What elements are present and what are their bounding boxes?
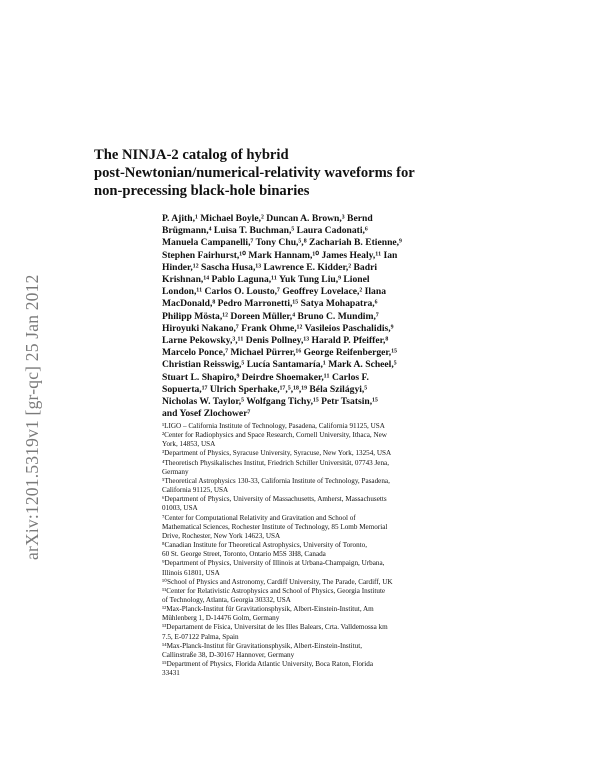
affiliation-line: 33431 <box>162 669 180 678</box>
affiliation-line: Illinois 61801, USA <box>162 568 220 577</box>
affiliation-line: ⁴Theoretisch Physikalisches Institut, Friedrich Schiller Universität, 07743 Jena, <box>162 458 389 467</box>
title-line: post-Newtonian/numerical-relativity waveforms for <box>94 165 415 181</box>
author-line: P. Ajith,¹ Michael Boyle,² Duncan A. Brown,³ Bernd <box>162 213 373 224</box>
affiliation-line: ⁵Theoretical Astrophysics 130-33, California Institute of Technology, Pasadena, <box>162 476 390 485</box>
affiliation-list <box>162 422 462 678</box>
author-line: Christian Reisswig,⁵ Lucía Santamaría,¹ Mark A. Scheel,⁵ <box>162 359 397 371</box>
author-line: Hiroyuki Nakano,⁷ Frank Ohme,¹² Vasileios Paschalidis,⁹ <box>162 322 394 334</box>
author-line: Krishnan,¹⁴ Pablo Laguna,¹¹ Yuk Tung Liu,⁹ Lionel <box>162 274 370 286</box>
affiliation-line: 60 St. George Street, Toronto, Ontario M5S 3H8, Canada <box>162 550 326 559</box>
affiliation-line: 01003, USA <box>162 504 198 513</box>
affiliation-line: ⁷Center for Computational Relativity and Gravitation and School of <box>162 513 356 522</box>
paper-title <box>94 146 534 200</box>
affiliation-line: ³Department of Physics, Syracuse University, Syracuse, New York, 13254, USA <box>162 449 392 458</box>
author-line: Stephen Fairhurst,¹⁰ Mark Hannam,¹⁰ James Healy,¹¹ Ian <box>162 249 398 261</box>
affiliation-line: Callinstraße 38, D-30167 Hannover, Germany <box>162 650 295 659</box>
author-line: Larne Pekowsky,³,¹¹ Denis Pollney,¹³ Harald P. Pfeiffer,⁸ <box>162 335 389 347</box>
author-line: Nicholas W. Taylor,⁵ Wolfgang Tichy,¹⁵ Petr Tsatsin,¹⁵ <box>162 396 378 408</box>
title-line: The NINJA-2 catalog of hybrid <box>94 147 289 163</box>
affiliation-line: ²Center for Radiophysics and Space Research, Cornell University, Ithaca, New <box>162 431 387 440</box>
author-line: Manuela Campanelli,⁷ Tony Chu,⁵,⁸ Zachariah B. Etienne,⁹ <box>162 237 402 249</box>
affiliation-line: 7.5, E-07122 Palma, Spain <box>162 632 239 641</box>
author-line: Philipp Mösta,¹² Doreen Müller,⁴ Bruno C. Mundim,⁷ <box>162 310 379 322</box>
affiliation-line: ¹⁴Max-Planck-Institut für Gravitationsphysik, Albert-Einstein-Institut, <box>162 641 362 650</box>
affiliation-line: California 91125, USA <box>162 486 229 495</box>
affiliation-line: York, 14853, USA <box>162 440 216 449</box>
affiliation-line: ⁹Department of Physics, University of Illinois at Urbana-Champaign, Urbana, <box>162 559 385 568</box>
author-line: Sopuerta,¹⁷ Ulrich Sperhake,¹⁷,⁵,¹⁸,¹⁹ Béla Szilágyi,⁵ <box>162 383 368 395</box>
author-line: Hinder,¹² Sascha Husa,¹³ Lawrence E. Kidder,² Badri <box>162 261 377 273</box>
affiliation-line: ¹³Departament de Física, Universitat de les Illes Balears, Crta. Valldemossa km <box>162 623 388 632</box>
affiliation-line: Mathematical Sciences, Rochester Institute of Technology, 85 Lomb Memorial <box>162 522 388 531</box>
affiliation-line: Germany <box>162 467 189 476</box>
author-line: London,¹¹ Carlos O. Lousto,⁷ Geoffrey Lovelace,² Ilana <box>162 286 386 298</box>
author-line: MacDonald,⁸ Pedro Marronetti,¹⁵ Satya Mohapatra,⁶ <box>162 298 378 310</box>
affiliation-line: ¹⁰School of Physics and Astronomy, Cardiff University, The Parade, Cardiff, UK <box>162 577 393 586</box>
affiliation-line: ⁶Department of Physics, University of Massachusetts, Amherst, Massachusetts <box>162 495 387 504</box>
title-line: non-precessing black-hole binaries <box>94 183 310 199</box>
author-list <box>162 213 462 420</box>
affiliation-line: ¹⁵Department of Physics, Florida Atlantic University, Boca Raton, Florida <box>162 660 374 669</box>
affiliation-line: Mühlenberg 1, D-14476 Golm, Germany <box>162 614 280 623</box>
author-line: Stuart L. Shapiro,⁹ Deirdre Shoemaker,¹¹ Carlos F. <box>162 371 369 383</box>
author-line: and Yosef Zlochower⁷ <box>162 408 251 420</box>
affiliation-line: of Technology, Atlanta, Georgia 30332, USA <box>162 595 291 604</box>
affiliation-line: ¹LIGO – California Institute of Technology, Pasadena, California 91125, USA <box>162 422 385 430</box>
affiliation-line: ¹²Max-Planck-Institut für Gravitationsphysik, Albert-Einstein-Institut, Am <box>162 605 374 614</box>
affiliation-line: ¹¹Center for Relativistic Astrophysics and School of Physics, Georgia Institute <box>162 586 386 595</box>
author-line: Brügmann,⁴ Luisa T. Buchman,⁵ Laura Cadonati,⁶ <box>162 225 368 237</box>
affiliation-line: ⁸Canadian Institute for Theoretical Astrophysics, University of Toronto, <box>162 541 367 550</box>
author-line: Marcelo Ponce,⁷ Michael Pürrer,¹⁶ George Reifenberger,¹⁵ <box>162 347 397 359</box>
arxiv-side-stamp: arXiv:1201.5319v1 [gr-qc] 25 Jan 2012 <box>22 274 42 560</box>
affiliation-line: Drive, Rochester, New York 14623, USA <box>162 531 281 540</box>
